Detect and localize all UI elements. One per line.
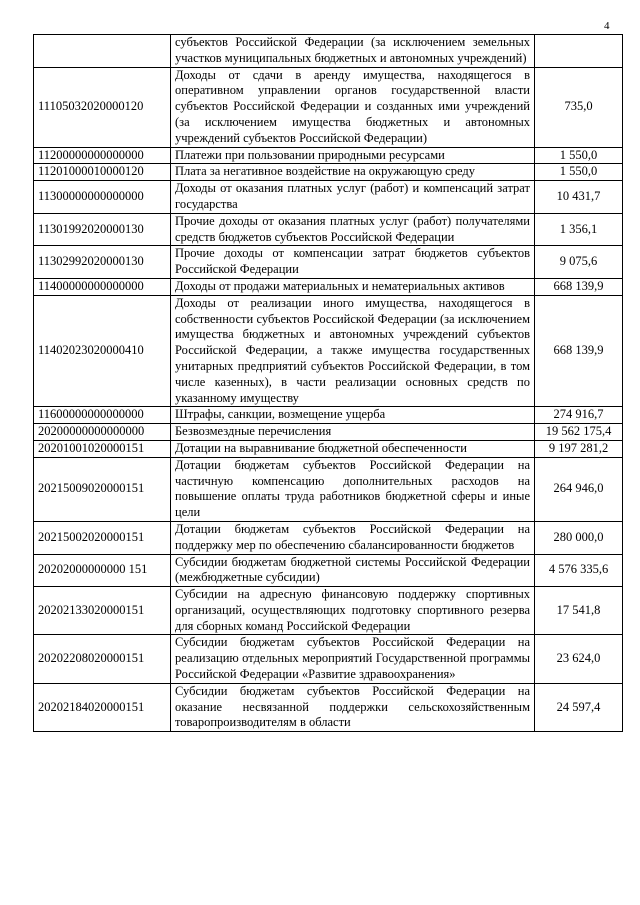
revenue-table-body bbox=[34, 35, 623, 732]
row-description: Субсидии бюджетам субъектов Российской Федерации на реализацию отдельных мероприятий Государственной программы Российской Федерации «Развитие здравоохранения» bbox=[171, 635, 535, 683]
table-row bbox=[34, 147, 623, 164]
row-code: 11200000000000000 bbox=[34, 147, 171, 164]
row-code: 20202000000000 151 bbox=[34, 554, 171, 587]
table-row bbox=[34, 635, 623, 683]
row-code: 20202208020000151 bbox=[34, 635, 171, 683]
table-row bbox=[34, 213, 623, 246]
table-row bbox=[34, 587, 623, 635]
row-amount: 264 946,0 bbox=[535, 457, 623, 521]
row-code: 20200000000000000 bbox=[34, 424, 171, 441]
table-row bbox=[34, 67, 623, 147]
row-code: 11301992020000130 bbox=[34, 213, 171, 246]
table-row bbox=[34, 457, 623, 521]
table-row bbox=[34, 295, 623, 407]
table-row bbox=[34, 683, 623, 731]
row-code: 11400000000000000 bbox=[34, 278, 171, 295]
row-code: 20215002020000151 bbox=[34, 521, 171, 554]
table-row bbox=[34, 554, 623, 587]
row-description: Дотации на выравнивание бюджетной обеспеченности bbox=[171, 440, 535, 457]
row-code: 11201000010000120 bbox=[34, 164, 171, 181]
row-amount bbox=[535, 35, 623, 68]
row-code: 11600000000000000 bbox=[34, 407, 171, 424]
row-code: 20202184020000151 bbox=[34, 683, 171, 731]
row-description: Доходы от оказания платных услуг (работ) и компенсаций затрат государства bbox=[171, 181, 535, 214]
table-row bbox=[34, 35, 623, 68]
row-amount: 1 550,0 bbox=[535, 164, 623, 181]
table-row bbox=[34, 424, 623, 441]
row-description: Дотации бюджетам субъектов Российской Федерации на поддержку мер по обеспечению сбалансированности бюджетов bbox=[171, 521, 535, 554]
row-code: 20202133020000151 bbox=[34, 587, 171, 635]
row-description: Дотации бюджетам субъектов Российской Федерации на частичную компенсацию дополнительных расходов на повышение оплаты труда работников бюджетной сферы и иные цели bbox=[171, 457, 535, 521]
table-row bbox=[34, 246, 623, 279]
row-description: Штрафы, санкции, возмещение ущерба bbox=[171, 407, 535, 424]
table-row bbox=[34, 164, 623, 181]
row-amount: 17 541,8 bbox=[535, 587, 623, 635]
row-amount: 1 550,0 bbox=[535, 147, 623, 164]
row-description: Прочие доходы от компенсации затрат бюджетов субъектов Российской Федерации bbox=[171, 246, 535, 279]
table-row bbox=[34, 181, 623, 214]
table-row bbox=[34, 440, 623, 457]
row-amount: 10 431,7 bbox=[535, 181, 623, 214]
row-code: 11402023020000410 bbox=[34, 295, 171, 407]
row-description: Безвозмездные перечисления bbox=[171, 424, 535, 441]
row-amount: 23 624,0 bbox=[535, 635, 623, 683]
row-code: 11302992020000130 bbox=[34, 246, 171, 279]
row-amount: 9 197 281,2 bbox=[535, 440, 623, 457]
revenue-table bbox=[33, 34, 623, 732]
row-amount: 24 597,4 bbox=[535, 683, 623, 731]
row-amount: 668 139,9 bbox=[535, 295, 623, 407]
row-amount: 280 000,0 bbox=[535, 521, 623, 554]
row-description: Субсидии бюджетам субъектов Российской Федерации на оказание несвязанной поддержки сельскохозяйственным товаропроизводителям в области bbox=[171, 683, 535, 731]
row-description: субъектов Российской Федерации (за исключением земельных участков муниципальных бюджетных и автономных учреждений) bbox=[171, 35, 535, 68]
row-description: Субсидии на адресную финансовую поддержку спортивных организаций, осуществляющих подготовку спортивного резерва для сборных команд Российской Федерации bbox=[171, 587, 535, 635]
row-amount: 1 356,1 bbox=[535, 213, 623, 246]
row-code: 11300000000000000 bbox=[34, 181, 171, 214]
row-description: Плата за негативное воздействие на окружающую среду bbox=[171, 164, 535, 181]
row-description: Субсидии бюджетам бюджетной системы Российской Федерации (межбюджетные субсидии) bbox=[171, 554, 535, 587]
table-row bbox=[34, 521, 623, 554]
row-amount: 19 562 175,4 bbox=[535, 424, 623, 441]
row-amount: 9 075,6 bbox=[535, 246, 623, 279]
row-description: Прочие доходы от оказания платных услуг (работ) получателями средств бюджетов субъектов Российской Федерации bbox=[171, 213, 535, 246]
table-row bbox=[34, 407, 623, 424]
row-code: 20215009020000151 bbox=[34, 457, 171, 521]
table-row bbox=[34, 278, 623, 295]
row-amount: 4 576 335,6 bbox=[535, 554, 623, 587]
row-description: Доходы от продажи материальных и нематериальных активов bbox=[171, 278, 535, 295]
row-code: 11105032020000120 bbox=[34, 67, 171, 147]
row-amount: 735,0 bbox=[535, 67, 623, 147]
row-description: Доходы от сдачи в аренду имущества, находящегося в оперативном управлении органов государственной власти субъектов Российской Федерации и созданных ими учреждений (за исключением имущества бюджетных и автономных учреждений субъектов Российской Федерации) bbox=[171, 67, 535, 147]
row-description: Платежи при пользовании природными ресурсами bbox=[171, 147, 535, 164]
row-description: Доходы от реализации иного имущества, находящегося в собственности субъектов Российской Федерации (за исключением имущества бюджетных и автономных учреждений субъектов Российской Федерации, а также имущества государственных унитарных предприятий субъектов Российской Федерации, в том числе казенных), в части реализации основных средств по указанному имуществу bbox=[171, 295, 535, 407]
row-code: 20201001020000151 bbox=[34, 440, 171, 457]
row-amount: 668 139,9 bbox=[535, 278, 623, 295]
page-number: 4 bbox=[604, 20, 610, 32]
row-code bbox=[34, 35, 171, 68]
row-amount: 274 916,7 bbox=[535, 407, 623, 424]
